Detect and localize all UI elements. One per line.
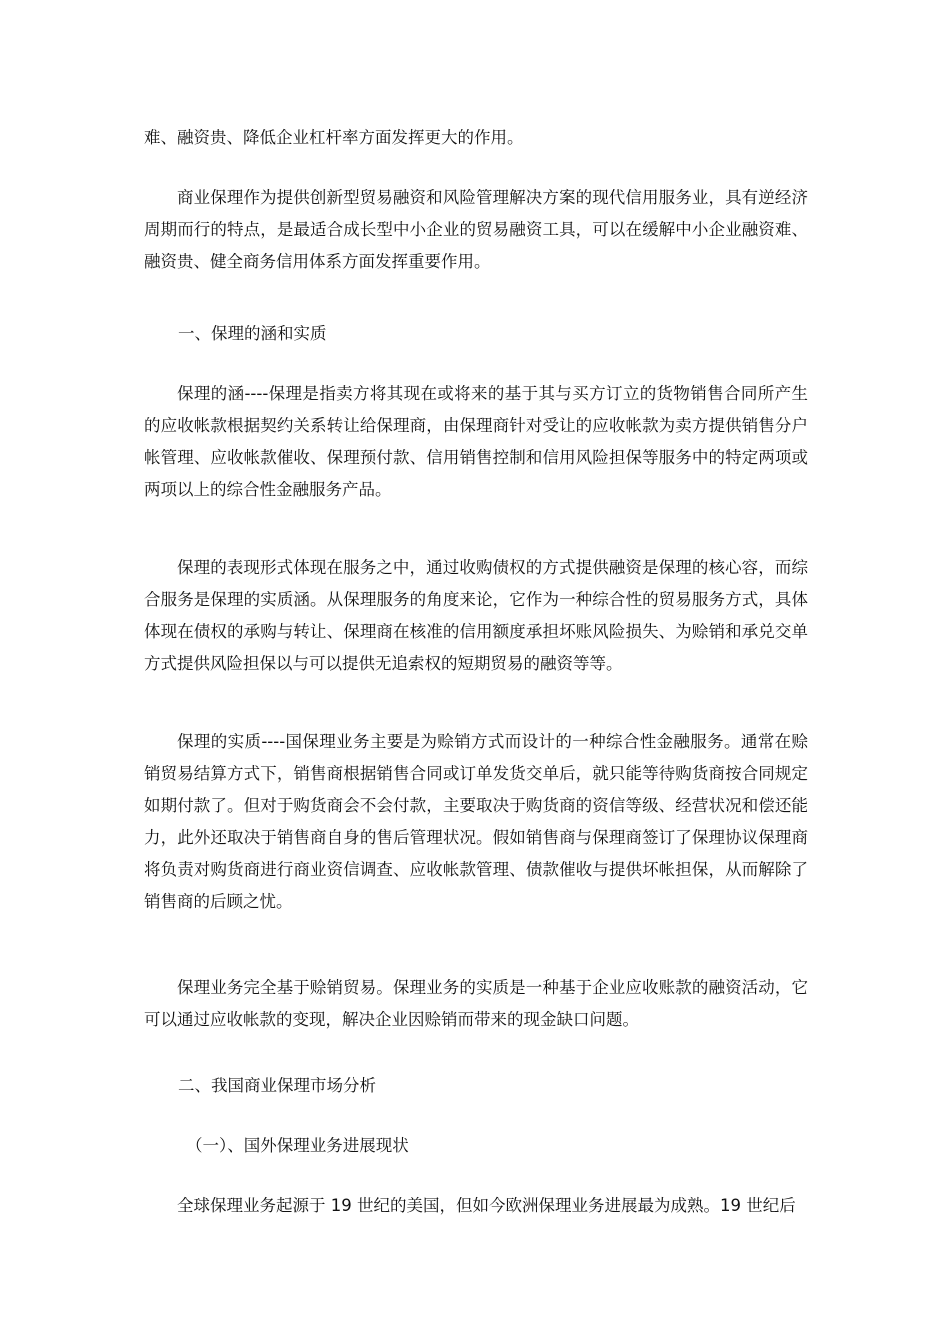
paragraph-continuation: 难、融资贵、降低企业杠杆率方面发挥更大的作用。 [144,128,524,147]
paragraph-commercial-factoring: 商业保理作为提供创新型贸易融资和风险管理解决方案的现代信用服务业，具有逆经济周期而行的特点，是最适合成长型中小企业的贸易融资工具，可以在缓解中小企业融资难、融资贵、健全商务信用体系方面发挥重要作用。 [144,188,808,271]
section-heading-1: 一、保理的涵和实质 [178,324,327,343]
subsection-heading-1: （一）、国外保理业务进展现状 [186,1136,409,1155]
paragraph-factoring-essence: 保理的实质----国保理业务主要是为赊销方式而设计的一种综合性金融服务。通常在赊销贸易结算方式下，销售商根据销售合同或订单发货交单后，就只能等待购货商按合同规定如期付款了。但对于购货商会不会付款，主要取决于购货商的资信等级、经营状况和偿还能力，此外还取决于销售商自身的售后管理状况。假如销售商与保理商签订了保理协议保理商将负责对购货商进行商业资信调查、应收帐款管理、债款催收与提供坏帐担保，从而解除了销售商的后顾之忧。 [144,732,808,911]
section-heading-2: 二、我国商业保理市场分析 [178,1076,376,1095]
paragraph-credit-sales: 保理业务完全基于赊销贸易。保理业务的实质是一种基于企业应收账款的融资活动，它可以通过应收帐款的变现，解决企业因赊销而带来的现金缺口问题。 [144,978,808,1029]
paragraph-global-factoring: 全球保理业务起源于 19 世纪的美国，但如今欧洲保理业务进展最为成熟。19 世纪后 [177,1196,796,1215]
paragraph-factoring-form: 保理的表现形式体现在服务之中，通过收购债权的方式提供融资是保理的核心容，而综合服务是保理的实质涵。从保理服务的角度来论，它作为一种综合性的贸易服务方式，具体体现在债权的承购与转让、保理商在核准的信用额度承担坏账风险损失、为赊销和承兑交单方式提供风险担保以与可以提供无追索权的短期贸易的融资等等。 [144,558,808,673]
paragraph-factoring-definition: 保理的涵----保理是指卖方将其现在或将来的基于其与买方订立的货物销售合同所产生的应收帐款根据契约关系转让给保理商，由保理商针对受让的应收帐款为卖方提供销售分户帐管理、应收帐款催收、保理预付款、信用销售控制和信用风险担保等服务中的特定两项或两项以上的综合性金融服务产品。 [144,384,808,499]
